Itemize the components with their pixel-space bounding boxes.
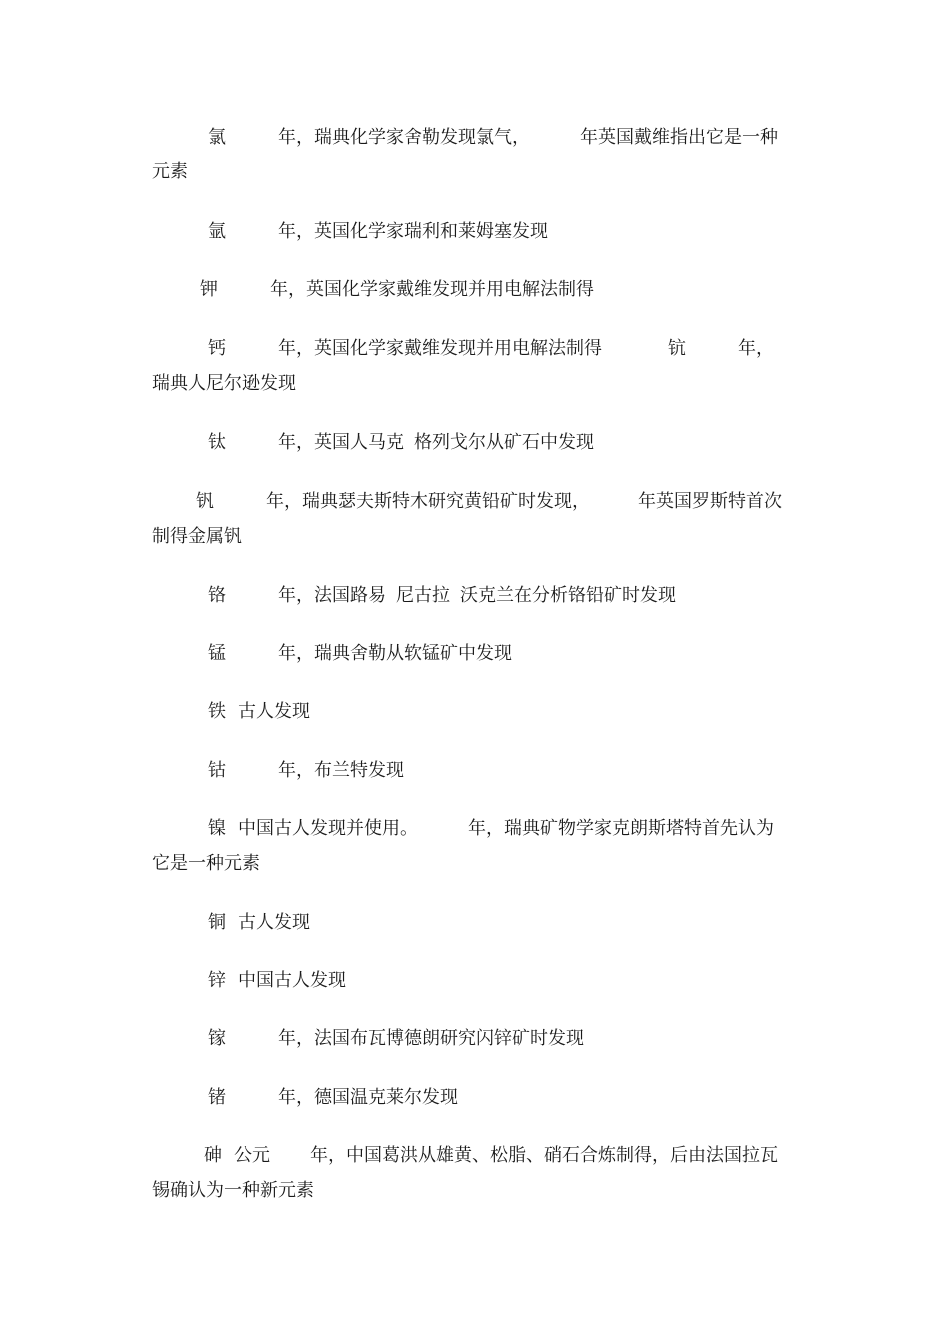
entry-vanadium-line-2 [152,525,242,549]
entry-zinc-line-1 [208,969,346,993]
element-symbol: 锰 [208,643,226,664]
entry-text: 年，德国温克莱尔发现 [278,1087,458,1108]
entry-text: 制得金属钒 [152,526,242,547]
element-symbol: 铜 [208,912,226,933]
element-symbol: 钛 [208,432,226,453]
entry-vanadium-line-1 [196,490,782,514]
entry-text: 年，法国路易 [278,585,386,606]
entry-text: 古人发现 [238,912,310,933]
element-symbol: 钴 [208,760,226,781]
entry-text: 年，瑞典矿物学家克朗斯塔特首先认为 [468,818,774,839]
element-symbol: 镍 [208,818,226,839]
entry-text: 年， [738,338,774,359]
entry-text: 年，英国化学家戴维发现并用电解法制得 [278,338,602,359]
entry-calcium-line-1 [208,337,774,361]
element-symbol: 钪 [668,338,686,359]
element-symbol: 氩 [208,221,226,242]
entry-nickel-line-1 [208,817,774,841]
entry-chlorine-line-2 [152,160,188,184]
entry-text: 格列戈尔从矿石中发现 [414,432,594,453]
element-symbol: 砷 [204,1145,222,1166]
element-symbol: 铁 [208,701,226,722]
entry-text: 年，法国布瓦博德朗研究闪锌矿时发现 [278,1028,584,1049]
element-symbol: 锗 [208,1087,226,1108]
element-symbol: 氯 [208,127,226,148]
entry-text: 年，瑞典化学家舍勒发现氯气， [278,127,530,148]
entry-text: 它是一种元素 [152,853,260,874]
entry-text: 瑞典人尼尔逊发现 [152,373,296,394]
entry-gallium-line-1 [208,1027,584,1051]
element-symbol: 钙 [208,338,226,359]
entry-text: 公元 [234,1145,270,1166]
entry-text: 中国古人发现并使用。 [238,818,418,839]
entry-text: 年，英国人马克 [278,432,404,453]
entry-nickel-line-2 [152,852,260,876]
entry-copper-line-1 [208,911,310,935]
element-symbol: 锌 [208,970,226,991]
entry-titanium-line-1 [208,431,594,455]
element-symbol: 镓 [208,1028,226,1049]
entry-text: 年，瑞典瑟夫斯特木研究黄铅矿时发现， [266,491,590,512]
entry-manganese-line-1 [208,642,512,666]
element-symbol: 钒 [196,491,214,512]
entry-text: 年，英国化学家戴维发现并用电解法制得 [270,279,594,300]
entry-text: 中国古人发现 [238,970,346,991]
entry-text: 锡确认为一种新元素 [152,1180,314,1201]
entry-text: 年，中国葛洪从雄黄、松脂、硝石合炼制得，后由法国拉瓦 [310,1145,778,1166]
entry-argon-line-1 [208,220,548,244]
entry-text: 元素 [152,161,188,182]
entry-text: 年，英国化学家瑞利和莱姆塞发现 [278,221,548,242]
entry-cobalt-line-1 [208,759,404,783]
entry-arsenic-line-2 [152,1179,314,1203]
entry-chromium-line-1 [208,584,676,608]
entry-chlorine-line-1 [208,126,778,150]
entry-text: 沃克兰在分析铬铅矿时发现 [460,585,676,606]
entry-text: 年英国罗斯特首次 [638,491,782,512]
entry-arsenic-line-1 [204,1144,778,1168]
entry-text: 尼古拉 [396,585,450,606]
entry-potassium-line-1 [200,278,594,302]
entry-iron-line-1 [208,700,310,724]
element-symbol: 钾 [200,279,218,300]
entry-text: 古人发现 [238,701,310,722]
entry-germanium-line-1 [208,1086,458,1110]
entry-calcium-line-2 [152,372,296,396]
entry-text: 年英国戴维指出它是一种 [580,127,778,148]
entry-text: 年，布兰特发现 [278,760,404,781]
entry-text: 年，瑞典舍勒从软锰矿中发现 [278,643,512,664]
element-symbol: 铬 [208,585,226,606]
